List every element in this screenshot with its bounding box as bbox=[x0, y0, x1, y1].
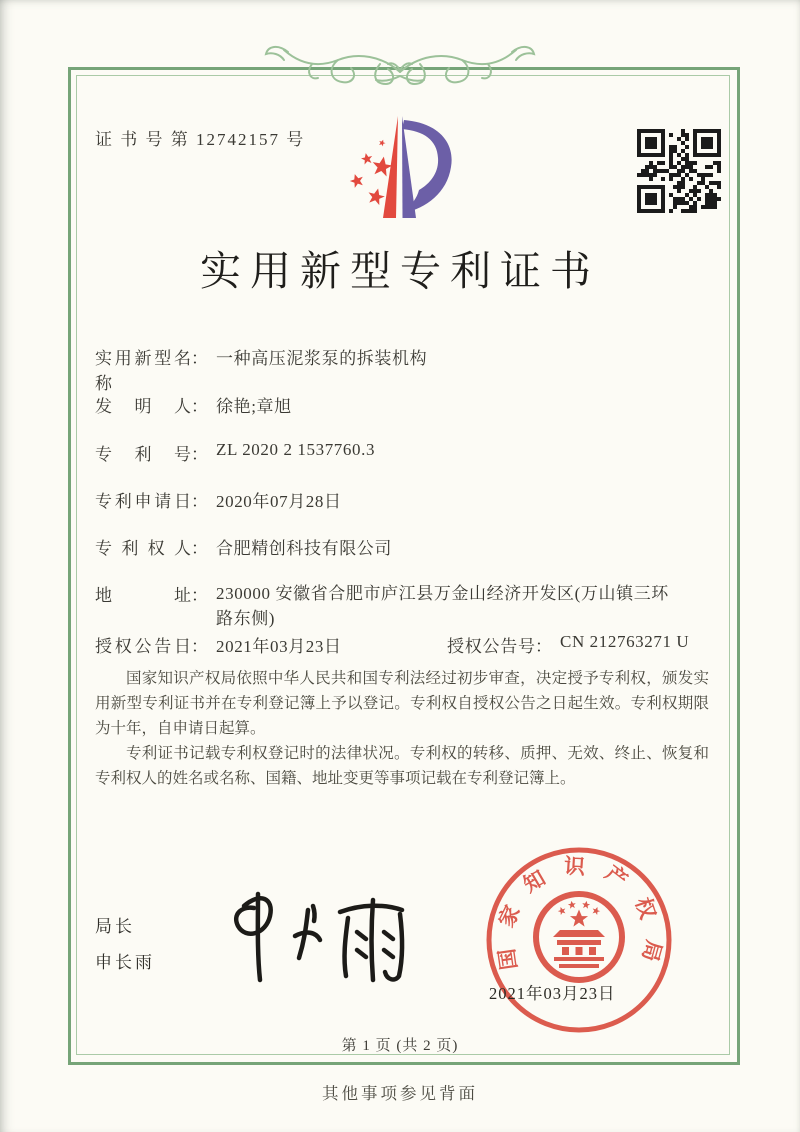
field-label: 专利号 bbox=[95, 445, 191, 464]
field-value: 一种高压泥浆泵的拆装机构 bbox=[216, 349, 428, 368]
field-value: 230000 安徽省合肥市庐江县万金山经济开发区(万山镇三环路东侧) bbox=[216, 584, 669, 628]
cnipa-logo bbox=[338, 110, 464, 228]
field-value: 徐艳;章旭 bbox=[216, 397, 292, 416]
field-label: 授权公告号 bbox=[447, 637, 535, 656]
signature bbox=[212, 880, 417, 990]
seal-date: 2021年03月23日 bbox=[489, 984, 616, 1003]
certificate-title: 实用新型专利证书 bbox=[200, 248, 600, 294]
top-ornament bbox=[258, 36, 542, 100]
field-label: 地址 bbox=[95, 586, 191, 605]
field-row-address bbox=[95, 581, 711, 631]
grant-no-pair bbox=[447, 632, 689, 657]
label-colon: ： bbox=[535, 637, 552, 656]
label-colon: ： bbox=[191, 492, 208, 511]
field-value: ZL 2020 2 1537760.3 bbox=[216, 440, 376, 459]
label-colon: ： bbox=[191, 637, 208, 656]
field-row-patent-no bbox=[95, 440, 711, 465]
commissioner-name: 申长雨 bbox=[95, 953, 155, 972]
grant-date-value: 2021年03月23日 bbox=[216, 637, 342, 656]
page-indicator: 第 1 页 (共 2 页) bbox=[341, 1038, 459, 1054]
label-colon: ： bbox=[191, 397, 208, 416]
field-row-filing-date bbox=[95, 487, 711, 512]
legal-text bbox=[95, 666, 709, 791]
seal-text: 国家知识产权局 bbox=[492, 853, 667, 982]
commissioner-title: 局长 bbox=[95, 917, 135, 936]
field-row-inventor bbox=[95, 392, 711, 417]
grant-date-pair bbox=[95, 632, 342, 657]
label-colon: ： bbox=[191, 586, 208, 605]
field-row-patentee bbox=[95, 534, 711, 559]
back-note: 其他事项参见背面 bbox=[322, 1084, 478, 1103]
legal-paragraph-2: 专利证书记载专利权登记时的法律状况。专利权的转移、质押、无效、终止、恢复和专利权人的姓名或名称、国籍、地址变更等事项记载在专利登记簿上。 bbox=[95, 745, 709, 787]
label-colon: ： bbox=[191, 539, 208, 558]
national-emblem-icon bbox=[536, 894, 622, 980]
field-label: 实用新型名称 bbox=[95, 349, 191, 393]
field-value: 合肥精创科技有限公司 bbox=[216, 539, 392, 558]
grant-row bbox=[95, 632, 711, 657]
label-colon: ： bbox=[191, 349, 208, 368]
field-label: 专利权人 bbox=[95, 539, 191, 558]
grant-no-value: CN 212763271 U bbox=[560, 632, 690, 651]
cnipa-seal bbox=[472, 843, 686, 1039]
field-label: 专利申请日 bbox=[95, 492, 191, 511]
certificate-number: 证 书 号 第 12742157 号 bbox=[95, 130, 306, 149]
legal-paragraph-1: 国家知识产权局依照中华人民共和国专利法经过初步审查，决定授予专利权，颁发实用新型专利证书并在专利登记簿上予以登记。专利权自授权公告之日起生效。专利权期限为十年，自申请日起算。 bbox=[95, 670, 709, 737]
field-label: 授权公告日 bbox=[95, 637, 191, 656]
label-colon: ： bbox=[191, 445, 208, 464]
field-value: 2020年07月28日 bbox=[216, 492, 342, 511]
field-row-name bbox=[95, 344, 711, 394]
field-label: 发明人 bbox=[95, 397, 191, 416]
qr-code bbox=[637, 129, 721, 213]
